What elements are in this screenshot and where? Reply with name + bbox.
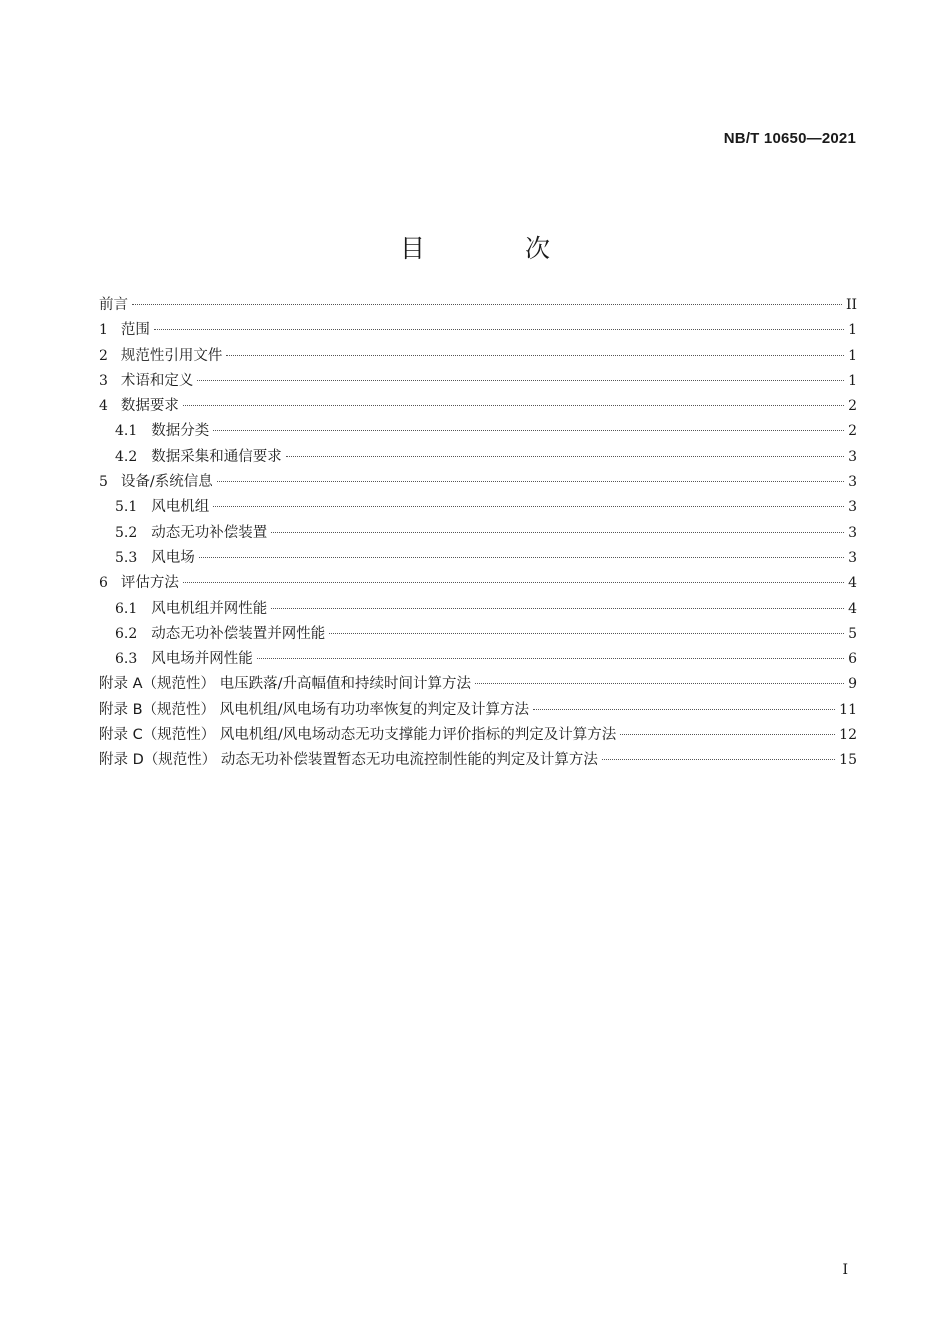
toc-entry[interactable]: [99, 369, 857, 394]
toc-entry-page: 2: [848, 423, 857, 440]
toc-entry-label: 术语和定义: [120, 372, 194, 389]
toc-entry-label: 设备/系统信息: [120, 474, 213, 491]
table-of-contents: [99, 293, 857, 774]
toc-dot-leader: [257, 657, 844, 659]
toc-entry-number: 4.2: [115, 448, 138, 465]
toc-dot-leader: [475, 682, 844, 684]
toc-dot-leader: [620, 733, 835, 735]
toc-entry-label: 附录 A（规范性） 电压跌落/升高幅值和持续时间计算方法: [99, 676, 472, 693]
toc-entry-label: 风电场并网性能: [151, 651, 253, 668]
toc-entry-page: 2: [848, 398, 857, 415]
toc-entry-page: 4: [848, 575, 857, 592]
toc-entry-number: 6.2: [115, 625, 138, 642]
toc-dot-leader: [213, 505, 844, 507]
toc-entry[interactable]: [99, 419, 857, 444]
toc-entry[interactable]: [99, 394, 857, 419]
toc-entry-page: 6: [848, 651, 857, 668]
toc-entry[interactable]: [99, 672, 857, 697]
toc-entry-label: 范围: [120, 322, 150, 339]
toc-dot-leader: [602, 758, 835, 760]
toc-entry-page: 1: [848, 372, 857, 389]
toc-entry-page: 1: [848, 347, 857, 364]
toc-entry-label: 数据采集和通信要求: [151, 448, 282, 465]
toc-entry[interactable]: [99, 344, 857, 369]
toc-entry[interactable]: [99, 318, 857, 343]
toc-entry[interactable]: [99, 470, 857, 495]
toc-entry[interactable]: [99, 571, 857, 596]
toc-dot-leader: [183, 404, 844, 406]
toc-entry-number: 5: [99, 474, 108, 491]
toc-entry[interactable]: [99, 748, 857, 773]
toc-entry[interactable]: [99, 597, 857, 622]
toc-dot-leader: [217, 480, 844, 482]
toc-entry-page: 5: [848, 625, 857, 642]
toc-entry-number: 2: [99, 347, 108, 364]
toc-entry[interactable]: [99, 622, 857, 647]
toc-entry-page: II: [845, 297, 857, 313]
toc-entry-label: 动态无功补偿装置: [151, 524, 268, 541]
toc-dot-leader: [213, 429, 844, 431]
toc-entry-number: 6.3: [115, 651, 138, 668]
toc-dot-leader: [329, 632, 844, 634]
toc-dot-leader: [199, 556, 844, 558]
toc-dot-leader: [533, 708, 835, 710]
toc-entry-number: 5.3: [115, 549, 138, 566]
toc-entry[interactable]: [99, 293, 857, 318]
toc-entry-label: 前言: [99, 297, 128, 313]
page-title: 目 次: [400, 233, 596, 263]
toc-dot-leader: [271, 607, 844, 609]
toc-dot-leader: [271, 531, 844, 533]
page-number: I: [842, 1262, 848, 1278]
toc-dot-leader: [197, 379, 844, 381]
toc-entry-number: 4.1: [115, 423, 138, 440]
toc-entry[interactable]: [99, 521, 857, 546]
toc-entry-label: 数据要求: [120, 398, 179, 415]
toc-entry-label: 风电机组并网性能: [151, 600, 268, 617]
toc-entry-label: 附录 B（规范性） 风电机组/风电场有功功率恢复的判定及计算方法: [99, 701, 530, 718]
toc-entry-label: 附录 C（规范性） 风电机组/风电场动态无功支撑能力评价指标的判定及计算方法: [99, 727, 617, 744]
toc-entry-number: 6.1: [115, 600, 138, 617]
toc-entry-number: 5.1: [115, 499, 138, 516]
toc-entry-number: 4: [99, 398, 108, 415]
toc-entry-label: 风电场: [151, 549, 195, 566]
toc-dot-leader: [226, 354, 844, 356]
toc-entry-label: 附录 D（规范性） 动态无功补偿装置暂态无功电流控制性能的判定及计算方法: [99, 752, 598, 769]
toc-entry-label: 数据分类: [151, 423, 210, 440]
toc-entry-label: 风电机组: [151, 499, 210, 516]
toc-entry-page: 9: [848, 676, 857, 693]
toc-entry-number: 3: [99, 372, 108, 389]
toc-entry[interactable]: [99, 445, 857, 470]
toc-entry-number: 1: [99, 322, 108, 339]
toc-entry[interactable]: [99, 546, 857, 571]
toc-entry-number: 5.2: [115, 524, 138, 541]
toc-entry-page: 4: [848, 600, 857, 617]
toc-entry[interactable]: [99, 495, 857, 520]
toc-entry-label: 评估方法: [120, 575, 179, 592]
toc-entry-page: 3: [848, 474, 857, 491]
toc-entry-page: 15: [839, 752, 857, 769]
toc-entry-label: 规范性引用文件: [120, 347, 223, 364]
standard-number: NB/T 10650—2021: [723, 130, 856, 147]
toc-entry-page: 3: [848, 448, 857, 465]
toc-entry-page: 12: [839, 727, 857, 744]
toc-dot-leader: [154, 328, 844, 330]
toc-entry[interactable]: [99, 698, 857, 723]
toc-entry-page: 3: [848, 524, 857, 541]
toc-entry-number: 6: [99, 575, 108, 592]
toc-entry-page: 1: [848, 322, 857, 339]
toc-entry[interactable]: [99, 647, 857, 672]
toc-entry-page: 3: [848, 549, 857, 566]
toc-entry-label: 动态无功补偿装置并网性能: [151, 625, 326, 642]
toc-entry[interactable]: [99, 723, 857, 748]
toc-dot-leader: [132, 303, 842, 305]
toc-entry-page: 11: [839, 701, 857, 718]
toc-entry-page: 3: [848, 499, 857, 516]
toc-dot-leader: [183, 581, 844, 583]
toc-dot-leader: [286, 455, 844, 457]
